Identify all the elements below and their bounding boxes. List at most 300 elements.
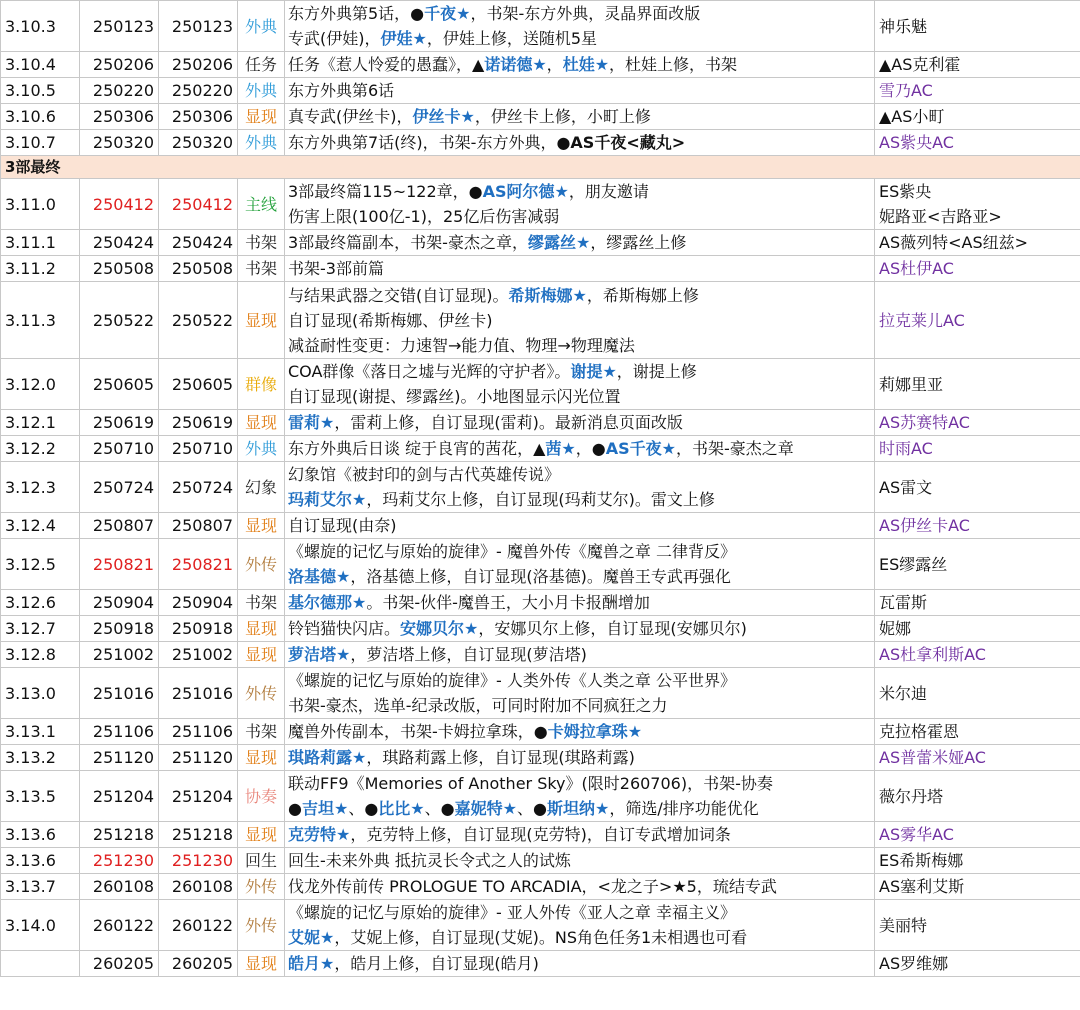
description-line [288, 410, 871, 435]
description-text: ，缪露丝上修 [590, 233, 687, 252]
table-row [1, 848, 1080, 874]
date-cell: 250320 [159, 130, 238, 156]
date-cell: 260122 [159, 900, 238, 951]
version-cell: 3.12.3 [1, 462, 80, 513]
note-cell [875, 513, 1080, 539]
description-text: 3部最终篇副本，书架-豪杰之章， [288, 233, 528, 252]
note-text: 妮娜 [879, 619, 912, 638]
character-name: 茜★ [545, 439, 576, 458]
character-name: 嘉妮特★ [454, 799, 517, 818]
version-cell: 3.12.5 [1, 539, 80, 590]
type-tag: 协奏 [238, 771, 285, 822]
description-text: ，朋友邀请 [568, 182, 649, 201]
description-text: 东方外典后日谈 绽于良宵的茜花，▲ [288, 439, 546, 458]
date-cell: 250619 [80, 410, 159, 436]
description-line [288, 104, 871, 129]
description-text: 、● [424, 799, 455, 818]
date-cell: 250306 [159, 104, 238, 130]
description-text: ，伊丝卡上修，小町上修 [474, 107, 651, 126]
description-text: 联动FF9《Memories of Another Sky》(限时260706)，书架-协奏 [288, 774, 773, 793]
description-cell [285, 719, 875, 745]
description-cell [285, 130, 875, 156]
type-tag: 显现 [238, 745, 285, 771]
date-cell: 251218 [159, 822, 238, 848]
version-cell: 3.13.2 [1, 745, 80, 771]
note-text: 美丽特 [879, 915, 928, 935]
type-tag: 回生 [238, 848, 285, 874]
version-cell: 3.10.3 [1, 1, 80, 52]
note-text: 拉克莱儿AC [879, 310, 965, 330]
date-cell: 250821 [80, 539, 159, 590]
version-cell: 3.13.7 [1, 874, 80, 900]
date-cell: 250605 [80, 359, 159, 410]
note-cell [875, 230, 1080, 256]
description-text: 伐龙外传前传 PROLOGUE TO ARCADIA，<龙之子>★5，琉结专武 [288, 877, 777, 896]
description-cell [285, 1, 875, 52]
description-cell [285, 848, 875, 874]
note-text: 瓦雷斯 [879, 593, 928, 612]
description-text: ，玛莉艾尔上修，自订显现(玛莉艾尔)。雷文上修 [366, 490, 715, 509]
table-row [1, 130, 1080, 156]
note-cell [875, 1, 1080, 52]
description-line [288, 230, 871, 255]
description-text: ，琪路莉露上修，自订显现(琪路莉露) [366, 748, 635, 767]
version-cell: 3.10.5 [1, 78, 80, 104]
note-cell [875, 78, 1080, 104]
description-cell [285, 951, 875, 977]
description-text: ，谢提上修 [616, 362, 697, 381]
table-row [1, 668, 1080, 719]
table-row [1, 771, 1080, 822]
table-row [1, 745, 1080, 771]
note-text: AS塞利艾斯 [879, 877, 965, 896]
description-line [288, 384, 871, 409]
note-text: 神乐魅 [879, 16, 928, 36]
table-row [1, 282, 1080, 359]
character-name: 洛基德★ [288, 567, 351, 586]
description-text: ，艾妮上修，自订显现(艾妮)。NS角色任务1未相遇也可看 [334, 928, 748, 947]
type-tag: 显现 [238, 513, 285, 539]
type-tag: 幻象 [238, 462, 285, 513]
update-log-body [1, 1, 1080, 977]
description-line [288, 1, 871, 26]
description-text: 《螺旋的记忆与原始的旋律》- 魔兽外传《魔兽之章 二律背反》 [288, 542, 736, 561]
description-line [288, 78, 871, 103]
date-cell: 250412 [80, 179, 159, 230]
description-cell [285, 179, 875, 230]
description-cell [285, 668, 875, 719]
description-line [288, 590, 871, 615]
date-cell: 250123 [80, 1, 159, 52]
type-tag: 显现 [238, 822, 285, 848]
type-tag: 外传 [238, 900, 285, 951]
table-row [1, 616, 1080, 642]
description-line [288, 179, 871, 204]
character-name: 萝洁塔★ [288, 645, 351, 664]
description-cell [285, 230, 875, 256]
note-text: 薇尔丹塔 [879, 786, 944, 806]
description-line [288, 513, 871, 538]
description-line [288, 359, 871, 384]
note-cell [875, 410, 1080, 436]
character-name: 杜娃★ [562, 55, 610, 74]
date-cell: 250320 [80, 130, 159, 156]
character-name: 艾妮★ [288, 928, 335, 947]
type-tag: 外典 [238, 78, 285, 104]
description-line [288, 668, 871, 693]
section-row [1, 156, 1080, 179]
description-line [288, 796, 871, 821]
note-text: 妮路亚<吉路亚> [879, 207, 1002, 226]
table-row [1, 230, 1080, 256]
description-text: 幻象馆《被封印的剑与古代英雄传说》 [288, 465, 561, 484]
description-text: 书架-3部前篇 [288, 259, 384, 278]
version-cell: 3.12.0 [1, 359, 80, 410]
version-cell: 3.13.1 [1, 719, 80, 745]
note-cell [875, 900, 1080, 951]
description-line [288, 719, 871, 744]
description-line [288, 308, 871, 333]
note-cell [875, 616, 1080, 642]
note-cell [875, 642, 1080, 668]
table-row [1, 256, 1080, 282]
note-text: AS杜伊AC [879, 259, 954, 278]
version-cell: 3.10.4 [1, 52, 80, 78]
description-text: 自订显现(希斯梅娜、伊丝卡) [288, 310, 493, 330]
table-row [1, 462, 1080, 513]
note-text: AS薇列特<AS纽兹> [879, 233, 1029, 252]
description-text: 东方外典第5话，● [288, 4, 425, 23]
type-tag: 显现 [238, 616, 285, 642]
table-row [1, 539, 1080, 590]
description-line [288, 822, 871, 847]
description-text: 任务《惹人怜爱的愚蠢》，▲ [288, 55, 485, 74]
character-name: 克劳特★ [288, 825, 351, 844]
date-cell: 250918 [159, 616, 238, 642]
description-cell [285, 104, 875, 130]
type-tag: 任务 [238, 52, 285, 78]
description-line [288, 283, 871, 308]
date-cell: 251106 [80, 719, 159, 745]
version-cell: 3.12.1 [1, 410, 80, 436]
description-line [288, 925, 871, 950]
date-cell: 250522 [80, 282, 159, 359]
table-row [1, 822, 1080, 848]
date-cell: 250904 [159, 590, 238, 616]
version-cell: 3.12.8 [1, 642, 80, 668]
character-name: AS阿尔德★ [482, 182, 569, 201]
table-row [1, 513, 1080, 539]
date-cell: 260108 [159, 874, 238, 900]
table-row [1, 719, 1080, 745]
character-name: 希斯梅娜★ [508, 285, 587, 305]
description-text: 、● [516, 799, 547, 818]
date-cell: 250206 [80, 52, 159, 78]
description-text: COA群像《落日之墟与光辉的守护者》。 [288, 362, 571, 381]
version-cell: 3.11.3 [1, 282, 80, 359]
description-text: 东方外典第6话 [288, 81, 395, 100]
note-text: 莉娜里亚 [879, 374, 944, 394]
character-name: 卡姆拉拿珠★ [547, 722, 643, 741]
version-cell: 3.11.0 [1, 179, 80, 230]
date-cell: 251120 [159, 745, 238, 771]
description-line [288, 256, 871, 281]
table-row [1, 410, 1080, 436]
version-cell: 3.12.7 [1, 616, 80, 642]
description-text: 、● [348, 799, 379, 818]
description-line [288, 26, 871, 51]
description-cell [285, 642, 875, 668]
character-name: 琪路莉露★ [288, 748, 367, 767]
date-cell: 251002 [159, 642, 238, 668]
character-name: 伊娃★ [380, 29, 427, 48]
version-cell [1, 951, 80, 977]
description-cell [285, 771, 875, 822]
note-text: AS杜拿利斯AC [879, 645, 986, 664]
character-name: 皓月★ [288, 954, 335, 973]
description-cell [285, 462, 875, 513]
date-cell: 250918 [80, 616, 159, 642]
description-text: 书架-豪杰，选单-纪录改版，可同时附加不同疯狂之力 [288, 696, 668, 715]
description-text: ● [288, 799, 302, 818]
table-row [1, 78, 1080, 104]
description-text: ，书架-东方外典，灵晶界面改版 [470, 4, 701, 23]
description-text: 真专武(伊丝卡)， [288, 107, 413, 126]
description-text: 自订显现(由奈) [288, 516, 397, 535]
type-tag: 显现 [238, 282, 285, 359]
character-name: 安娜贝尔★ [400, 619, 479, 638]
date-cell: 250904 [80, 590, 159, 616]
date-cell: 250412 [159, 179, 238, 230]
description-text: ，书架-豪杰之章 [676, 439, 794, 458]
type-tag: 群像 [238, 359, 285, 410]
description-text: 伤害上限(100亿-1)，25亿后伤害减弱 [288, 207, 560, 226]
date-cell: 250508 [159, 256, 238, 282]
date-cell: 250220 [159, 78, 238, 104]
table-row [1, 52, 1080, 78]
description-line [288, 771, 871, 796]
date-cell: 251204 [159, 771, 238, 822]
date-cell: 260205 [159, 951, 238, 977]
date-cell: 250605 [159, 359, 238, 410]
description-line [288, 333, 871, 358]
date-cell: 250821 [159, 539, 238, 590]
table-row [1, 359, 1080, 410]
type-tag: 显现 [238, 104, 285, 130]
description-line [288, 204, 871, 229]
description-text: ，安娜贝尔上修，自订显现(安娜贝尔) [478, 619, 747, 638]
date-cell: 250724 [159, 462, 238, 513]
character-name: AS千夜★ [605, 439, 676, 458]
type-tag: 书架 [238, 230, 285, 256]
character-name: 比比★ [378, 799, 425, 818]
description-line [288, 616, 871, 641]
date-cell: 250206 [159, 52, 238, 78]
note-cell [875, 590, 1080, 616]
note-cell [875, 745, 1080, 771]
description-line [288, 900, 871, 925]
description-cell [285, 822, 875, 848]
table-row [1, 590, 1080, 616]
description-text: ，洛基德上修，自订显现(洛基德)。魔兽王专武再强化 [350, 567, 731, 586]
description-text: 3部最终篇115~122章，● [288, 182, 483, 201]
description-text: 铃铛猫快闪店。 [288, 619, 401, 638]
note-text: AS苏赛特AC [879, 413, 970, 432]
date-cell: 250306 [80, 104, 159, 130]
description-cell [285, 539, 875, 590]
description-line [288, 848, 871, 873]
note-text: 米尔迪 [879, 683, 928, 703]
character-name: 基尔德那★ [288, 593, 367, 612]
version-cell: 3.12.4 [1, 513, 80, 539]
character-name: 玛莉艾尔★ [288, 490, 367, 509]
description-text: 。书架-伙伴-魔兽王，大小月卡报酬增加 [366, 593, 650, 612]
date-cell: 260122 [80, 900, 159, 951]
description-cell [285, 410, 875, 436]
type-tag: 书架 [238, 590, 285, 616]
description-line [288, 693, 871, 718]
note-cell [875, 539, 1080, 590]
date-cell: 250508 [80, 256, 159, 282]
note-cell [875, 668, 1080, 719]
type-tag: 外典 [238, 1, 285, 52]
note-text: AS罗维娜 [879, 954, 949, 973]
version-cell: 3.13.6 [1, 848, 80, 874]
character-name: 千夜★ [424, 4, 471, 23]
note-cell [875, 436, 1080, 462]
type-tag: 外传 [238, 874, 285, 900]
description-cell [285, 256, 875, 282]
description-text: ，萝洁塔上修，自订显现(萝洁塔) [350, 645, 587, 664]
type-tag: 外传 [238, 539, 285, 590]
description-line [288, 874, 871, 899]
type-tag: 显现 [238, 410, 285, 436]
date-cell: 251230 [159, 848, 238, 874]
date-cell: 250724 [80, 462, 159, 513]
note-cell [875, 848, 1080, 874]
description-line [288, 462, 871, 487]
date-cell: 250123 [159, 1, 238, 52]
type-tag: 显现 [238, 951, 285, 977]
description-line [288, 52, 871, 77]
character-name: 斯坦纳★ [546, 799, 610, 818]
note-text: AS雷文 [879, 477, 933, 497]
description-text: 《螺旋的记忆与原始的旋律》- 亚人外传《亚人之章 幸福主义》 [288, 903, 736, 922]
date-cell: 250220 [80, 78, 159, 104]
type-tag: 显现 [238, 642, 285, 668]
date-cell: 250807 [159, 513, 238, 539]
note-cell [875, 719, 1080, 745]
note-text: ▲AS小町 [879, 107, 945, 126]
table-row [1, 900, 1080, 951]
date-cell: 260108 [80, 874, 159, 900]
description-text: ，克劳特上修，自订显现(克劳特)，自订专武增加词条 [350, 825, 731, 844]
type-tag: 书架 [238, 256, 285, 282]
version-cell: 3.12.2 [1, 436, 80, 462]
version-cell: 3.14.0 [1, 900, 80, 951]
character-name: 谢提★ [570, 362, 617, 381]
date-cell: 260205 [80, 951, 159, 977]
date-cell: 251230 [80, 848, 159, 874]
description-text: 专武(伊娃)， [288, 29, 381, 48]
description-cell [285, 513, 875, 539]
type-tag: 外典 [238, 130, 285, 156]
description-line [288, 642, 871, 667]
description-cell [285, 590, 875, 616]
note-cell [875, 951, 1080, 977]
table-row [1, 874, 1080, 900]
note-text: 克拉格霍恩 [879, 722, 960, 741]
description-cell [285, 282, 875, 359]
note-text: AS普蕾米娅AC [879, 748, 986, 767]
note-cell [875, 462, 1080, 513]
description-cell [285, 436, 875, 462]
version-cell: 3.12.6 [1, 590, 80, 616]
description-line [288, 745, 871, 770]
description-cell [285, 616, 875, 642]
type-tag: 书架 [238, 719, 285, 745]
date-cell: 251106 [159, 719, 238, 745]
table-row [1, 951, 1080, 977]
note-text: 时雨AC [879, 439, 933, 458]
description-cell [285, 359, 875, 410]
note-text: ES紫央 [879, 182, 932, 201]
type-tag: 主线 [238, 179, 285, 230]
description-line [288, 130, 871, 155]
description-text: ，筛选/排序功能优化 [609, 799, 759, 818]
note-text: 雪乃AC [879, 81, 933, 100]
note-text: AS雾华AC [879, 825, 954, 844]
date-cell: 250710 [80, 436, 159, 462]
date-cell: 250619 [159, 410, 238, 436]
date-cell: 251120 [80, 745, 159, 771]
note-text: ES希斯梅娜 [879, 851, 964, 870]
date-cell: 250522 [159, 282, 238, 359]
version-cell: 3.13.5 [1, 771, 80, 822]
description-cell [285, 874, 875, 900]
description-text: ， [546, 55, 563, 74]
note-text: ES缪露丝 [879, 554, 948, 574]
note-cell [875, 130, 1080, 156]
note-cell [875, 282, 1080, 359]
description-cell [285, 52, 875, 78]
date-cell: 250710 [159, 436, 238, 462]
description-text: ，伊娃上修，送随机5星 [426, 29, 598, 48]
note-cell [875, 256, 1080, 282]
character-name: 缪露丝★ [527, 233, 591, 252]
date-cell: 251016 [80, 668, 159, 719]
note-cell [875, 179, 1080, 230]
table-row [1, 104, 1080, 130]
note-cell [875, 822, 1080, 848]
character-name: 雷莉★ [288, 413, 335, 432]
character-name: 诺诺德★ [484, 55, 547, 74]
version-cell: 3.10.7 [1, 130, 80, 156]
description-text: ，● [575, 439, 606, 458]
description-text: ，雷莉上修，自订显现(雷莉)。最新消息页面改版 [334, 413, 683, 432]
table-row [1, 1, 1080, 52]
description-text: AS千夜<藏丸> [570, 133, 686, 152]
description-cell [285, 745, 875, 771]
date-cell: 251204 [80, 771, 159, 822]
note-cell [875, 771, 1080, 822]
description-text: 与结果武器之交错(自订显现)。 [288, 285, 509, 305]
character-name: 吉坦★ [301, 799, 349, 818]
description-cell [285, 78, 875, 104]
note-text: AS紫央AC [879, 133, 954, 152]
section-title: 3部最终 [1, 156, 1080, 179]
description-line [288, 487, 871, 512]
